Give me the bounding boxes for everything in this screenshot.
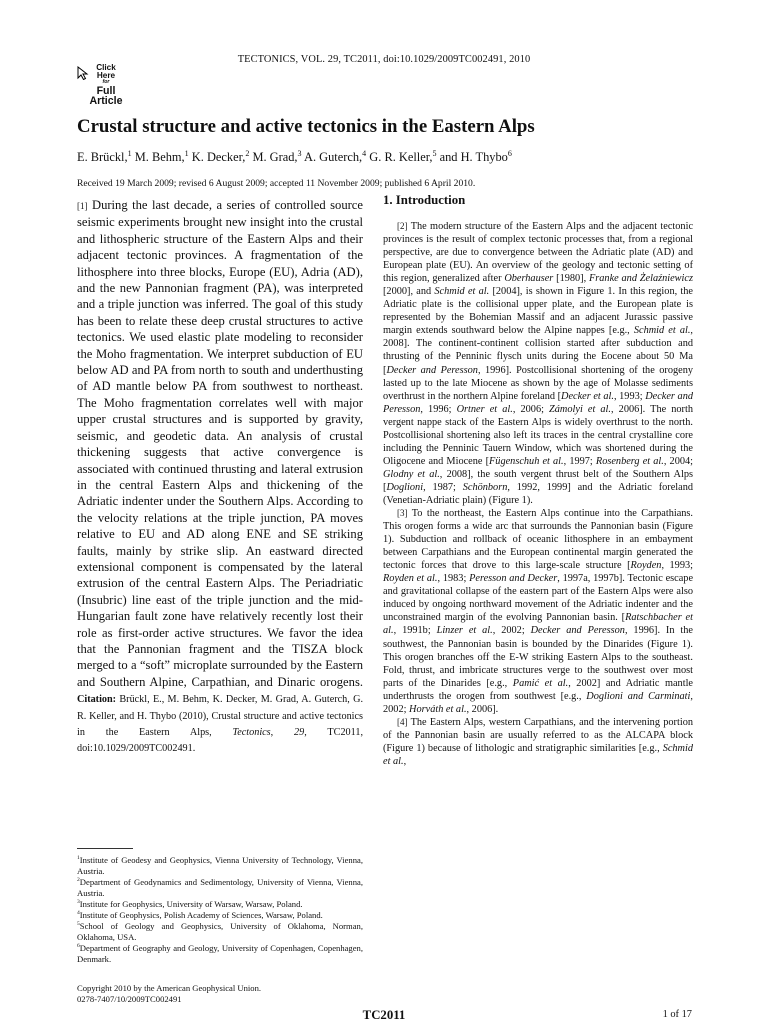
- affiliation-text: School of Geology and Geophysics, University of Oklahoma, Norman, Oklahoma, USA.: [77, 921, 363, 942]
- author: A. Guterch,$^4$: [304, 148, 367, 164]
- text-run: , 2004;: [663, 455, 693, 467]
- affiliation-text: Department of Geodynamics and Sedimentology, University of Vienna, Vienna, Austria.: [77, 877, 363, 898]
- paragraph-number: [2]: [397, 221, 408, 231]
- reference-author: Schmid et al.: [383, 742, 693, 767]
- reference-author: Horváth et al.: [409, 703, 467, 715]
- text-run: , 2002;: [492, 625, 531, 637]
- text-run: , 1997;: [563, 455, 596, 467]
- affiliation-footnote: [77, 855, 363, 877]
- running-head: TECTONICS, VOL. 29, TC2011, doi:10.1029/2009TC002491, 2010: [237, 54, 531, 65]
- affiliation-marker: 5: [77, 921, 80, 928]
- reference-author: Oberhauser: [504, 273, 554, 285]
- citation-volume: 29: [294, 727, 305, 738]
- body-paragraph: [383, 507, 693, 716]
- affiliation-marker: 2: [245, 148, 250, 158]
- reference-author: Glodny et al.: [383, 468, 440, 480]
- text-run: , 2002;: [383, 690, 693, 715]
- affiliation-text: Institute of Geophysics, Polish Academy of Sciences, Warsaw, Poland.: [79, 910, 323, 920]
- reference-author: Linzer et al.: [436, 625, 493, 637]
- reference-author: Peresson and Decker: [469, 573, 558, 585]
- text-run: , 2006;: [512, 403, 550, 415]
- text-run: , 2008]. The continent-continent collision started after subduction and thrusting of the Penninic flysch units during the Eocene about 50 Ma [: [383, 325, 693, 376]
- introduction-body: [383, 220, 693, 768]
- body-paragraph: [383, 716, 693, 768]
- paragraph-number: [1]: [77, 201, 88, 211]
- reference-author: Ratschbacher et al.: [383, 612, 693, 637]
- text-run: , 1983;: [437, 573, 470, 585]
- text-run: The Eastern Alps, western Carpathians, and the intervening portion of the Pannonian basin are usually referred to as the ALCAPA block (Figure 1) because of lithologic and stratigraphic similarities [e.g.,: [383, 716, 693, 754]
- author: E. Brückl,$^1$: [77, 148, 132, 164]
- article-id-footer: TC2011: [362, 1008, 406, 1022]
- reference-author: Decker and Peresson: [383, 390, 693, 415]
- text-run: To the northeast, the Eastern Alps continue into the Carpathians. This orogen forms a wide arc that surrounds the Pannonian basin (Figure 1). Subduction and rollback of oceanic lithosphere in an embayment between Carpathians and the European continental margin generated the tectonic forces that drove to this large-scale structure [: [383, 508, 694, 572]
- text-run: , 2008], the south vergent thrust belt of the Southern Alps [: [383, 468, 693, 493]
- affiliation-marker: 2: [77, 877, 80, 884]
- affiliation-footnote: [77, 921, 363, 943]
- page-number: 1 of 17: [662, 1009, 692, 1020]
- logo-line: for: [102, 79, 110, 86]
- affiliation-footnote: [77, 943, 363, 965]
- logo-line: Full: [96, 84, 116, 97]
- affiliation-footnotes: [77, 855, 363, 965]
- affiliation-text: Institute of Geodesy and Geophysics, Vienna University of Technology, Vienna, Austria.: [77, 855, 363, 876]
- text-run: The modern structure of the Eastern Alps and the adjacent tectonic provinces is the result of complex tectonic processes that, from a regional perspective, are due to convergence between the Adriatic plate (AD) and European plate (EU). An overview of the geology and tectonic setting of this region, generalized after: [383, 221, 694, 285]
- affiliation-marker: 4: [77, 910, 80, 917]
- text-run: , 1993;: [661, 560, 693, 572]
- affiliation-footnote: [77, 910, 363, 921]
- abstract: [77, 197, 363, 756]
- reference-author: Decker and Peresson: [530, 625, 625, 637]
- author: and H. Thybo$^6$: [439, 148, 512, 164]
- body-paragraph: [383, 220, 693, 507]
- text-run: , 1996]. Postcollisional shortening of the orogeny lasted up to the late Miocene as shown by the age of Molasse sediments overthrust in the northern Alpine foreland [: [383, 364, 693, 402]
- text-run: , 1993;: [613, 390, 646, 402]
- publication-dates: Received 19 March 2009; revised 6 August 2009; accepted 11 November 2009; published 6 April 2010.: [77, 178, 476, 189]
- affiliation-marker: 6: [77, 943, 80, 950]
- affiliation-marker: 5: [432, 148, 437, 158]
- author: G. R. Keller,$^5$: [369, 148, 437, 164]
- logo-text: [87, 64, 125, 107]
- text-run: , 1987;: [423, 481, 463, 493]
- affiliation-footnote: [77, 877, 363, 899]
- reference-author: Schönborn: [462, 481, 508, 493]
- reference-author: Decker and Peresson: [386, 364, 478, 376]
- text-run: , 1997a, 1997b]. Tectonic escape and gravitational collapse of the eastern part of the Eastern Alps were also induced by ongoing northward movement of the Adriatic indenter and the unconstrained margin of the evolving Pannonian basin. [: [383, 573, 694, 624]
- text-run: [2004], is shown in Figure 1. In this region, the Adriatic plate is the collisional upper plate, and the European plate is represented by the Bohemian Massif and an adjacent Jurassic passive margin extends southward below the Alpine nappes [e.g.,: [383, 286, 693, 337]
- affiliation-text: Department of Geography and Geology, University of Copenhagen, Copenhagen, Denmark.: [77, 943, 363, 964]
- citation-journal: Tectonics: [232, 727, 271, 738]
- affiliation-marker: 3: [77, 899, 80, 906]
- citation-tail: , TC2011, doi:10.1029/2009TC002491.: [77, 727, 363, 755]
- author-list: [77, 150, 512, 165]
- affiliation-text: Institute for Geophysics, University of Warsaw, Warsaw, Poland.: [79, 899, 303, 909]
- text-run: , 1996;: [420, 403, 457, 415]
- affiliation-marker: 1: [127, 148, 132, 158]
- citation-text: Brückl, E., M. Behm, K. Decker, M. Grad, A. Guterch, G. R. Keller, and H. Thybo (2010), Crustal structure and active tectonics in the Eastern Alps,: [77, 694, 364, 738]
- copyright-line: Copyright 2010 by the American Geophysical Union.: [77, 983, 262, 993]
- author: K. Decker,$^2$: [191, 148, 250, 164]
- text-run: , 1991b;: [393, 625, 437, 637]
- footnote-divider: [77, 848, 133, 849]
- reference-author: Ortner et al.: [456, 403, 513, 415]
- right-column: [383, 193, 693, 768]
- text-run: , 2006].: [466, 703, 499, 715]
- click-here-full-article-logo[interactable]: [77, 64, 125, 108]
- abstract-text: During the last decade, a series of controlled source seismic experiments brought new insight into the crustal and lithospheric structure of the Eastern Alps and their adjacent tectonic provinces. A fragmentation of the lithosphere into three blocks, Europe (EU), Adria (AD), and the new Pannonian fragment (PA), was interpreted and a triple junction was inferred. The goal of this study has been to relate these deep crustal structures to active tectonics. We used elastic plate modeling to reconsider the Moho fragmentation. We interpret subduction of EU below AD and PA from north to south and underthusting of AD mantle below PA from southwest to northeast. The Moho fragmentation correlates well with major upper crustal structures and is supported by gravity, seismic, and geodetic data. An analysis of crustal thickening suggests that active convergence is associated with continued thrusting and lateral extrusion in the central Eastern Alps and thickening of the Adriatic indenter under the Southern Alps. According to the velocity relations at the triple junction, PA moves relative to EU and AD along ENE and SE striking faults, mainly by strike slip. An eastward directed extensional component is compensated by the lateral extrusion of the central Eastern Alps. The Periadriatic (Insubric) line east of the triple junction and the mid-Hungarian fault zone have relatively recently lost their role as first-order active structures. We favor the idea that the Pannonian fragment and the TISZA block merged to a “soft” microplate surrounded by the Eastern and Southern Alpine, Carpathian, and Dinaric orogens.: [77, 198, 363, 689]
- section-heading-introduction: 1. Introduction: [383, 193, 466, 207]
- paragraph-number: [3]: [397, 508, 408, 519]
- text-run: , 1992, 1999] and the Adriatic foreland (Venetian-Adriatic plain) (Figure 1).: [383, 481, 693, 506]
- issn-line: 0278-7407/10/2009TC002491: [77, 994, 182, 1004]
- citation: Citation: Brückl, E., M. Behm, K. Decker, M. Grad, A. Guterch, G. R. Keller, and H. Thybo (2010), Crustal structure and active tectonics in the Eastern Alps, Tectonics, 29, TC2011, doi:10.1029/2009TC002491.: [77, 694, 364, 755]
- reference-author: Franke and Żelaźniewicz: [588, 273, 693, 285]
- text-run: ,: [403, 755, 407, 767]
- reference-author: Schmid et al.: [633, 325, 691, 337]
- reference-author: Royden et al.: [383, 573, 438, 585]
- reference-author: Doglioni: [386, 481, 424, 493]
- logo-line: Here: [96, 71, 116, 81]
- left-column: [77, 197, 363, 756]
- affiliation-marker: 4: [362, 148, 367, 158]
- affiliation-marker: 6: [507, 148, 512, 158]
- copyright-notice: [77, 983, 363, 1005]
- logo-line: Article: [89, 95, 123, 108]
- reference-author: Pamić et al.: [512, 677, 569, 689]
- text-run: , 2006]. The north vergent nappe stack of the Eastern Alps is widely overthrust to the north. Postcollisional shortening also left its traces in the central crystalline core including the Penninic Tauern Window, which was shortened during the Oligocene and Miocene [: [383, 403, 693, 467]
- reference-author: Doglioni and Carminati: [586, 690, 691, 702]
- reference-author: Fügenschuh et al.: [489, 455, 564, 467]
- reference-author: Zámolyi et al.: [549, 403, 611, 415]
- citation-label: Citation:: [77, 694, 117, 706]
- author: M. Grad,$^3$: [252, 148, 302, 164]
- article-title: Crustal structure and active tectonics in the Eastern Alps: [77, 116, 535, 137]
- paragraph-number: [4]: [397, 716, 408, 727]
- affiliation-marker: 1: [184, 148, 189, 158]
- affiliation-marker: 1: [77, 855, 80, 862]
- text-run: [2000], and: [383, 286, 435, 298]
- reference-author: Decker et al.: [561, 390, 614, 402]
- text-run: , 2002] and Adriatic mantle underthrusts the orogen from southwest [e.g.,: [383, 677, 694, 702]
- author: M. Behm,$^1$: [134, 148, 189, 164]
- text-run: [1980],: [553, 273, 589, 285]
- affiliation-marker: 3: [297, 148, 302, 158]
- logo-line: Click: [96, 63, 116, 72]
- text-run: , 1996]. In the southwest, the Pannonian basin is bounded by the Dinarides (Figure 1). This orogen branches off the E-W striking Eastern Alps to the southeast. Fold, thrust, and imbricate structures verge to the southwest over most parts of the Dinarides [e.g.,: [383, 625, 694, 689]
- affiliation-footnote: [77, 899, 363, 910]
- reference-author: Schmid et al.: [434, 286, 490, 298]
- reference-author: Rosenberg et al.: [595, 455, 664, 467]
- reference-author: Royden: [630, 560, 662, 572]
